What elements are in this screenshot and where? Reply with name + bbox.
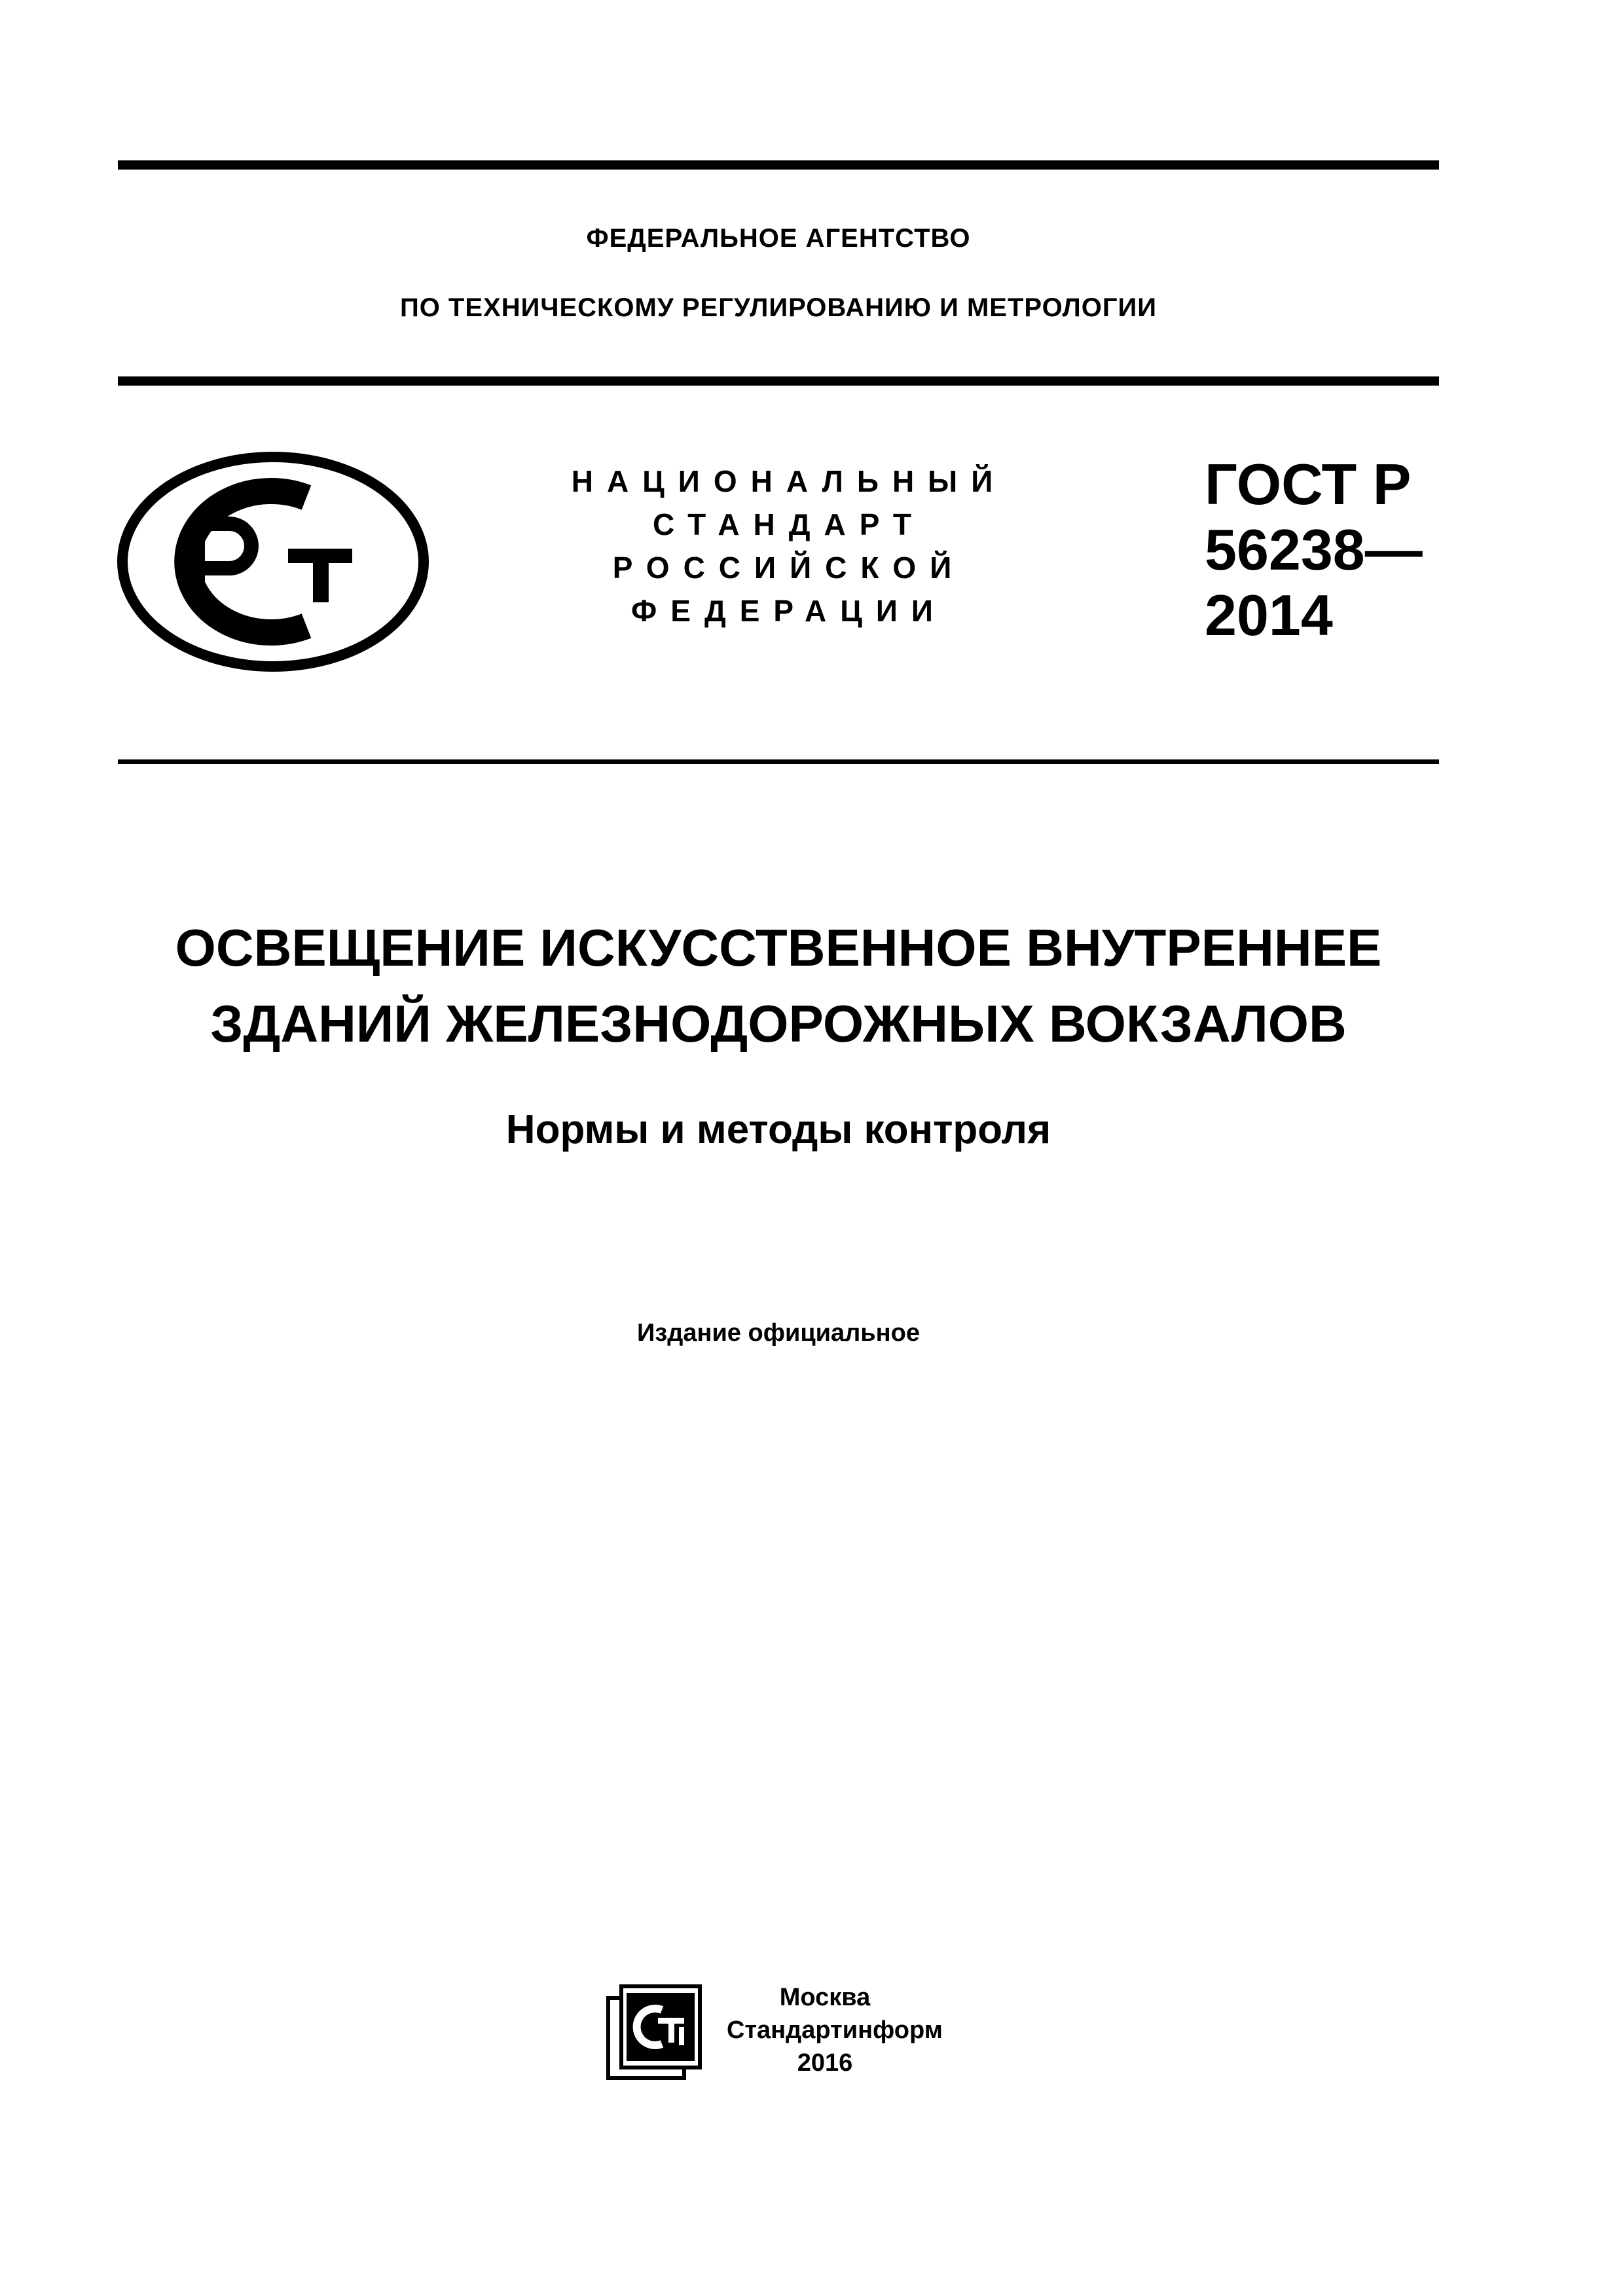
top-rule [118,160,1439,170]
document-subtitle: Нормы и методы контроля [505,1107,1051,1152]
agency-line-2: ПО ТЕХНИЧЕСКОМУ РЕГУЛИРОВАНИЮ И МЕТРОЛОГИИ [399,293,1158,322]
standartinform-sti-icon [606,1984,702,2081]
publisher-block [727,1981,943,2079]
national-standard-label [553,460,1025,632]
edition-label: Издание официальное [637,1319,920,1347]
national-line: ФЕДЕРАЦИИ [631,594,947,628]
rst-gost-emblem-icon [117,450,429,673]
gost-line: 56238— [1205,517,1423,582]
national-line: РОССИЙСКОЙ [612,551,966,585]
national-line: СТАНДАРТ [653,507,925,541]
gost-line: ГОСТ Р [1205,452,1412,517]
national-line: НАЦИОНАЛЬНЫЙ [571,464,1007,498]
title-line-1: ОСВЕЩЕНИЕ ИСКУССТВЕННОЕ ВНУТРЕННЕЕ [175,919,1382,977]
agency-line-1: ФЕДЕРАЛЬНОЕ АГЕНТСТВО [586,224,971,253]
header-rule [118,376,1439,386]
gost-line: 2014 [1205,583,1333,647]
gost-designation [1205,452,1423,648]
title-rule [118,759,1439,764]
title-line-2: ЗДАНИЙ ЖЕЛЕЗНОДОРОЖНЫХ ВОКЗАЛОВ [210,994,1347,1053]
publisher-city: Москва [779,1984,871,2011]
document-title [118,910,1439,1062]
publisher-year: 2016 [797,2049,853,2077]
publisher-name: Стандартинформ [727,2016,943,2044]
